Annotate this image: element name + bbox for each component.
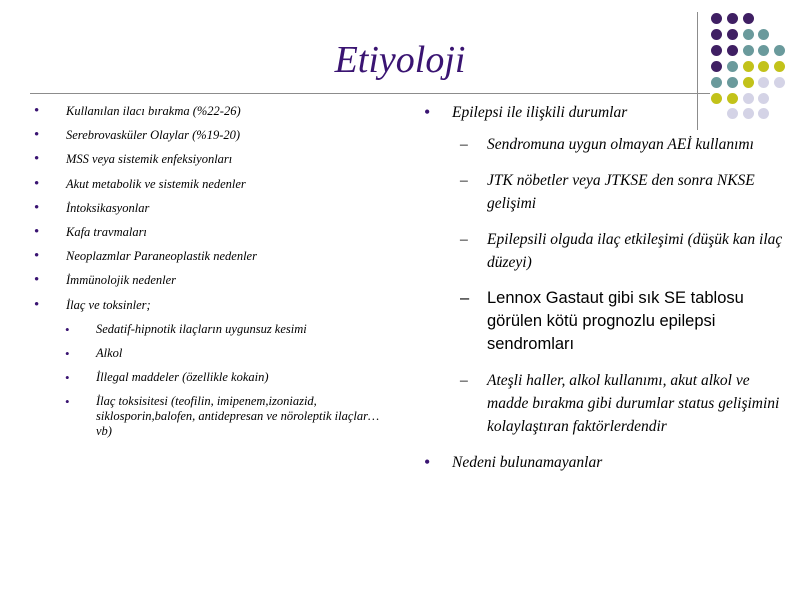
dash-sub-item: – JTK nöbetler veya JTKSE den sonra NKSE gelişimi	[424, 169, 792, 215]
bullet-item: • Kafa travmaları	[34, 225, 384, 240]
decorative-dot-purple	[727, 13, 738, 24]
bullet-item: • İmmünolojik nedenler	[34, 273, 384, 288]
bullet-item: • Neoplazmlar Paraneoplastik nedenler	[34, 249, 384, 264]
bullet-item: • İntoksikasyonlar	[34, 201, 384, 216]
left-bullet-column	[34, 104, 384, 448]
decorative-dot-purple	[711, 13, 722, 24]
decorative-dot-purple	[743, 13, 754, 24]
left-bullet-list	[34, 104, 384, 439]
sub-bullet-item: • İllegal maddeler (özellikle kokain)	[34, 370, 384, 385]
bullet-item: • Nedeni bulunamayanlar	[424, 451, 792, 474]
bullet-item: • Serebrovasküler Olaylar (%19-20)	[34, 128, 384, 143]
sub-bullet-item: • Alkol	[34, 346, 384, 361]
dash-sub-item: – Epilepsili olguda ilaç etkileşimi (düşük kan ilaç düzeyi)	[424, 228, 792, 274]
sub-bullet-item: • İlaç toksisitesi (teofilin, imipenem,izoniazid, siklosporin,balofen, antidepresan ve nöroleptik ilaçlar… vb)	[34, 394, 384, 439]
bullet-item: • Epilepsi ile ilişkili durumlar	[424, 101, 792, 124]
slide-title: Etiyoloji	[334, 39, 466, 81]
decorative-horizontal-line	[30, 93, 710, 94]
bullet-item: • Akut metabolik ve sistemik nedenler	[34, 177, 384, 192]
dash-sub-item: – Lennox Gastaut gibi sık SE tablosu görülen kötü prognozlu epilepsi sendromları	[424, 287, 792, 356]
dash-sub-item: – Sendromuna uygun olmayan AEİ kullanımı	[424, 133, 792, 156]
sub-bullet-item: • Sedatif-hipnotik ilaçların uygunsuz kesimi	[34, 322, 384, 337]
dash-sub-item: – Ateşli haller, alkol kullanımı, akut alkol ve madde bırakma gibi durumlar status gelişimini kolaylaştıran faktörlerdendir	[424, 369, 792, 438]
bullet-item: • Kullanılan ilacı bırakma (%22-26)	[34, 104, 384, 119]
bullet-item: • MSS veya sistemik enfeksiyonları	[34, 152, 384, 167]
right-bullet-column	[424, 101, 792, 487]
bullet-item: • İlaç ve toksinler;	[34, 298, 384, 313]
